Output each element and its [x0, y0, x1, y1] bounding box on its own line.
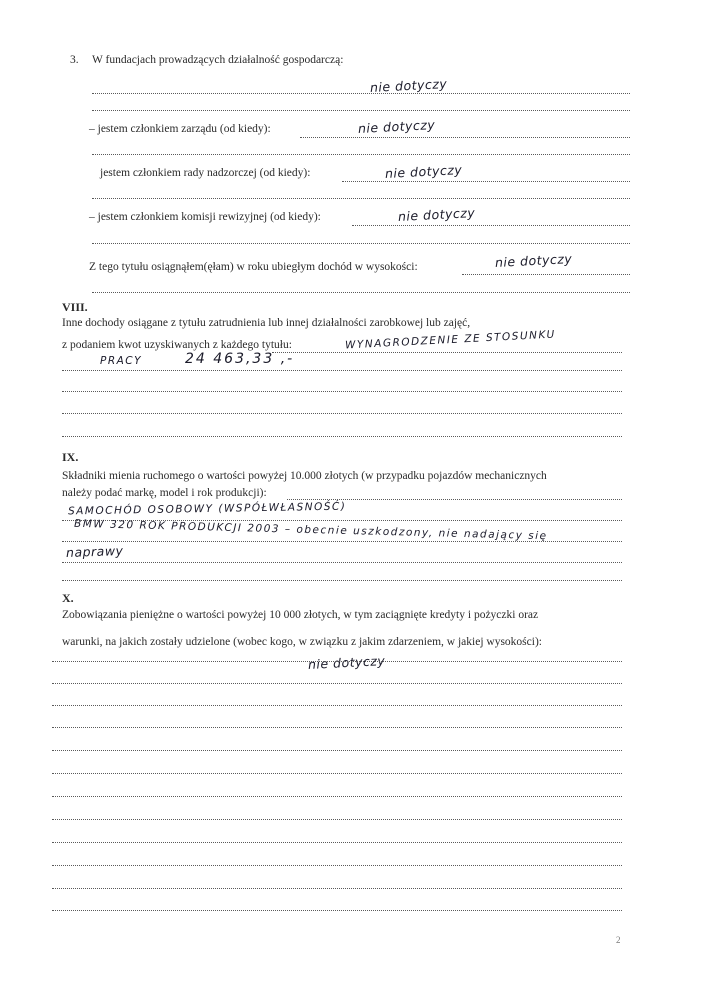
section3-line [92, 198, 630, 199]
section10-line [52, 683, 622, 684]
section3-number: 3. [70, 54, 79, 66]
section10-title: X. [62, 591, 74, 605]
section10-text-line1: Zobowiązania pieniężne o wartości powyżej 10 000 złotych, w tym zaciągnięte kredyty i pożyczki oraz [62, 609, 539, 621]
section9-line [62, 541, 622, 542]
board-member-value: nie dotyczy [357, 116, 436, 137]
section9-vehicle-type: SAMOCHÓD OSOBOWY (WSPÓŁWŁASNOŚĆ) [67, 500, 347, 518]
section9-vehicle-model: BMW 320 ROK PRODUKCJI 2003 – obecnie uszkodzony, nie nadający się [73, 517, 548, 543]
section10-line [52, 727, 622, 728]
page-mark: 2 [616, 935, 621, 945]
section9-text-line2: należy podać markę, model i rok produkcji): [62, 487, 267, 499]
section8-text-line1: Inne dochody osiągane z tytułu zatrudnienia lub innej działalności zarobkowej lub zajęć, [62, 317, 471, 329]
section3-heading: W fundacjach prowadzących działalność gospodarczą: [92, 54, 344, 66]
section10-line [52, 705, 622, 706]
section10-line [52, 842, 622, 843]
section10-text-line2: warunki, na jakich zostały udzielone (wobec kogo, w związku z jakim zdarzeniem, w jakiej wysokości): [62, 636, 542, 648]
section8-answer-line [272, 352, 622, 353]
board-member-line [300, 137, 630, 138]
supervisory-board-value: nie dotyczy [384, 161, 463, 182]
section10-line [52, 910, 622, 911]
section10-answer: nie dotyczy [307, 652, 386, 673]
section10-line [52, 773, 622, 774]
section9-text-line1: Składniki mienia ruchomego o wartości powyżej 10.000 złotych (w przypadku pojazdów mechanicznych [62, 470, 547, 482]
section3-line [92, 292, 630, 293]
supervisory-board-line [342, 181, 630, 182]
section10-line [52, 888, 622, 889]
audit-committee-value: nie dotyczy [397, 204, 476, 225]
supervisory-board-label: jestem członkiem rady nadzorczej (od kiedy): [100, 167, 311, 179]
section10-line [52, 796, 622, 797]
section3-income-label: Z tego tytułu osiągnąłem(ęłam) w roku ubiegłym dochód w wysokości: [89, 261, 418, 273]
section3-income-line [462, 274, 630, 275]
section3-line [92, 110, 630, 111]
section8-title: VIII. [62, 300, 88, 314]
section10-line [52, 750, 622, 751]
section9-title: IX. [62, 450, 79, 464]
section8-line [62, 391, 622, 392]
section3-heading-value: nie dotyczy [369, 75, 448, 96]
section9-line [62, 580, 622, 581]
section8-line [62, 413, 622, 414]
section3-line [92, 243, 630, 244]
section10-line [52, 819, 622, 820]
section3-line [92, 154, 630, 155]
section9-line [62, 562, 622, 563]
section8-income-amount: 24 463,33 ,- [185, 351, 295, 367]
section8-text-line2: z podaniem kwot uzyskiwanych z każdego tytułu: [62, 339, 292, 351]
section10-line [52, 865, 622, 866]
section8-answer-line [62, 370, 622, 371]
section3-line [92, 93, 630, 94]
section8-income-source-cont: PRACY [100, 355, 143, 367]
audit-committee-label: – jestem członkiem komisji rewizyjnej (od kiedy): [89, 211, 321, 223]
section3-income-value: nie dotyczy [494, 250, 573, 271]
section10-line [52, 661, 622, 662]
audit-committee-line [352, 225, 630, 226]
board-member-label: – jestem członkiem zarządu (od kiedy): [89, 123, 271, 135]
section8-line [62, 436, 622, 437]
section9-vehicle-note: naprawy [65, 543, 124, 560]
section8-income-source: WYNAGRODZENIE ZE STOSUNKU [344, 328, 557, 352]
